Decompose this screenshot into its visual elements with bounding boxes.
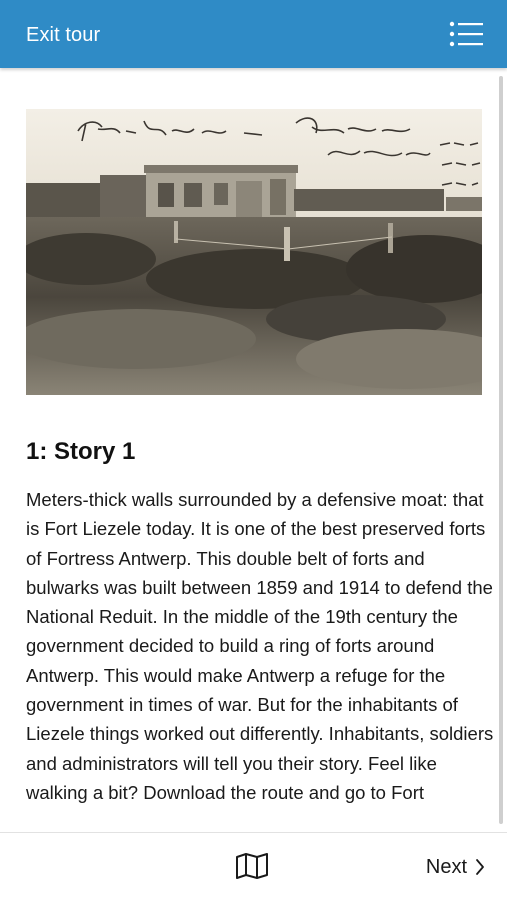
fort-liezele-photo: [26, 109, 482, 395]
story-title: 1: Story 1: [26, 438, 136, 465]
scrollbar[interactable]: [499, 76, 503, 824]
story-text: Meters-thick walls surrounded by a defensive moat: that is Fort Liezele today. It is one of the best preserved forts of Fortress Antwerp. This double belt of forts and bulwarks was built between 1859 and 1914 to defend the National Reduit. In the middle of the 19th century the government decided to build a ring of forts around Antwerp. This would make Antwerp a refuge for the government in times of war. But for the inhabitants of Liezele things worked out differently. Inhabitants, soldiers and administrators will tell you their story. Feel like walking a bit? Download the route and go to Fort: [26, 489, 494, 803]
chevron-right-icon: [475, 858, 485, 876]
map-icon[interactable]: [235, 852, 269, 880]
top-bar: [0, 0, 507, 68]
bottom-bar: [0, 832, 507, 900]
story-content[interactable]: [0, 68, 507, 832]
next-label: Next: [425, 855, 467, 878]
hamburger-list-icon[interactable]: [449, 20, 483, 48]
next-button[interactable]: [426, 853, 485, 881]
exit-tour-button[interactable]: Exit tour: [26, 24, 101, 46]
